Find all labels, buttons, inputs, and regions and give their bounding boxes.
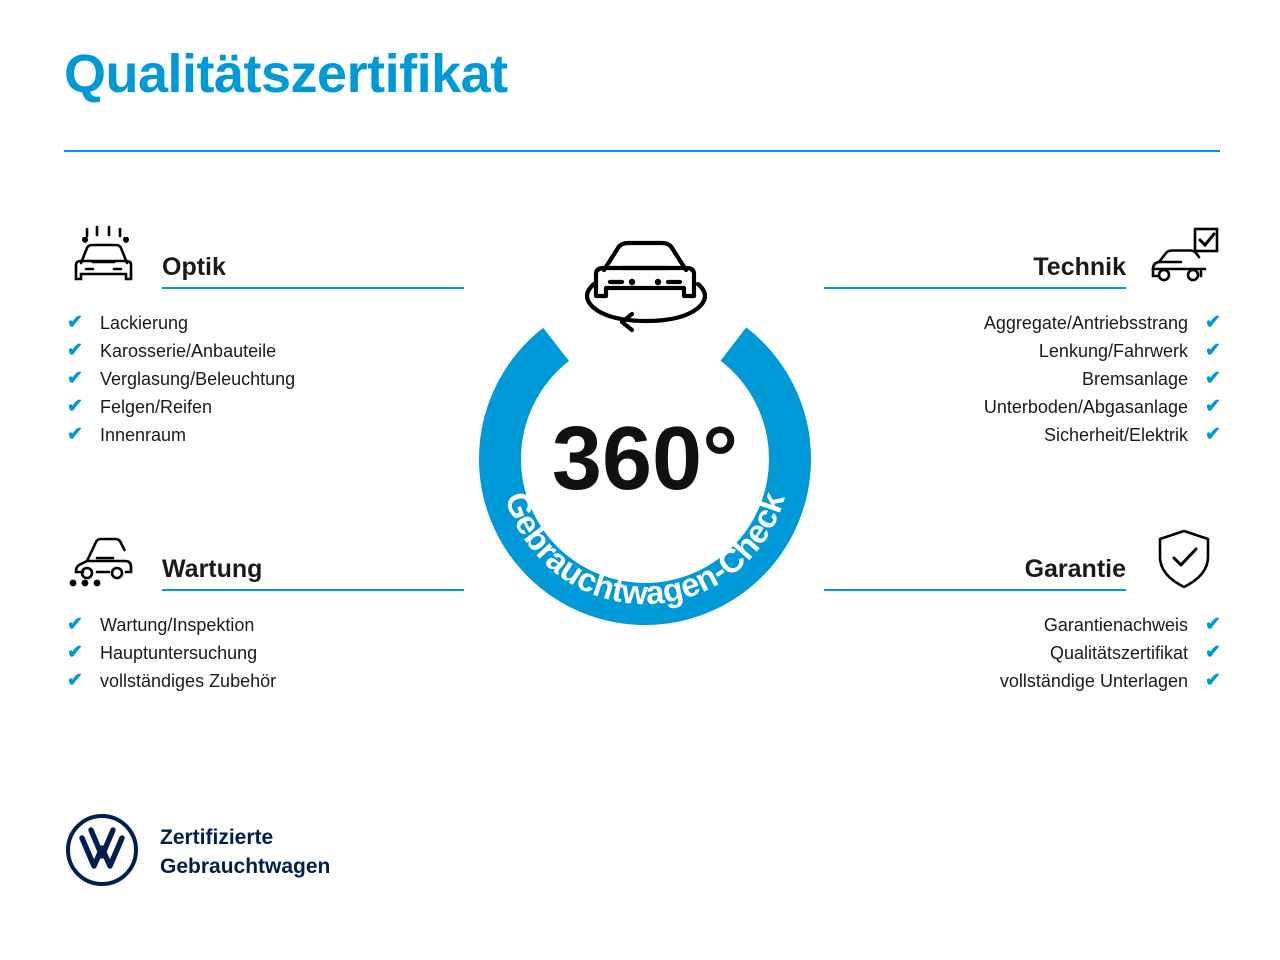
list-item-label: Sicherheit/Elektrik [1043,425,1188,445]
car-checklist-icon [1144,225,1224,289]
header-divider [64,150,1220,152]
list-item [64,309,464,337]
section-technik [824,225,1224,465]
list-item [824,337,1224,365]
section-garantie-underline [824,589,1126,591]
list-item-label: Innenraum [100,425,187,445]
section-garantie-title: Garantie [1024,555,1126,583]
check-icon: ✔ [1205,312,1221,333]
check-icon: ✔ [1205,340,1221,361]
section-technik-underline [824,287,1126,289]
check-icon: ✔ [67,642,83,663]
list-item [64,421,464,449]
section-garantie-title-wrap [824,557,1126,591]
list-item-label: Garantienachweis [1043,615,1188,635]
badge-360-check [455,222,835,662]
section-wartung-title: Wartung [162,555,263,583]
badge-center-text: 360° [551,409,739,509]
list-item-label: Verglasung/Beleuchtung [100,369,296,389]
section-garantie-list [824,611,1224,695]
check-icon: ✔ [1205,396,1221,417]
list-item-label: vollständiges Zubehör [100,671,277,691]
check-icon: ✔ [67,670,83,691]
list-item-label: Unterboden/Abgasanlage [983,397,1188,417]
check-icon: ✔ [67,368,83,389]
list-item [64,639,464,667]
section-optik-title: Optik [162,253,226,281]
car-service-icon [64,527,144,591]
shield-check-icon [1144,527,1224,591]
section-optik-title-wrap [162,255,464,289]
list-item [824,667,1224,695]
section-technik-header [824,225,1224,289]
list-item-label: Lackierung [100,313,189,333]
section-optik-underline [162,287,464,289]
list-item-label: Bremsanlage [1081,369,1188,389]
check-icon: ✔ [67,396,83,417]
badge-arc-text: Gebrauchtwagen-Check [498,486,792,612]
list-item-label: Felgen/Reifen [100,397,213,417]
page-header [64,46,1220,103]
check-icon: ✔ [67,312,83,333]
section-wartung-list [64,611,464,695]
section-technik-list [824,309,1224,449]
list-item [824,421,1224,449]
list-item [64,365,464,393]
list-item [824,611,1224,639]
section-wartung-title-wrap [162,557,464,591]
list-item-label: vollständige Unterlagen [999,671,1188,691]
list-item-label: Lenkung/Fahrwerk [1038,341,1188,361]
section-optik-list [64,309,464,449]
check-icon: ✔ [1205,424,1221,445]
section-technik-title: Technik [1033,253,1126,281]
section-garantie-header [824,527,1224,591]
car-rotate-icon [587,243,705,330]
list-item [64,337,464,365]
list-item [64,611,464,639]
footer-brand [64,812,330,893]
list-item-label: Hauptuntersuchung [100,643,258,663]
list-item [824,639,1224,667]
footer-line-1: Zertifizierte [160,826,274,850]
list-item [824,365,1224,393]
list-item-label: Aggregate/Antriebsstrang [983,313,1188,333]
list-item-label: Wartung/Inspektion [100,615,255,635]
section-wartung-underline [162,589,464,591]
list-item-label: Qualitätszertifikat [1049,643,1188,663]
check-icon: ✔ [67,340,83,361]
check-icon: ✔ [1205,368,1221,389]
page-title: Qualitätszertifikat [64,44,508,104]
list-item-label: Karosserie/Anbauteile [100,341,277,361]
check-icon: ✔ [1205,642,1221,663]
section-wartung [64,527,464,711]
check-icon: ✔ [67,614,83,635]
car-wash-icon [64,225,144,289]
section-technik-title-wrap [824,255,1126,289]
section-optik-header [64,225,464,289]
section-wartung-header [64,527,464,591]
list-item [64,667,464,695]
list-item [824,309,1224,337]
check-icon: ✔ [1205,670,1221,691]
check-icon: ✔ [1205,614,1221,635]
check-icon: ✔ [67,424,83,445]
vw-logo-icon [64,812,140,893]
section-optik [64,225,464,465]
list-item [824,393,1224,421]
list-item [64,393,464,421]
section-garantie [824,527,1224,711]
footer-line-2: Gebrauchtwagen [160,854,331,878]
footer-text [160,824,330,881]
